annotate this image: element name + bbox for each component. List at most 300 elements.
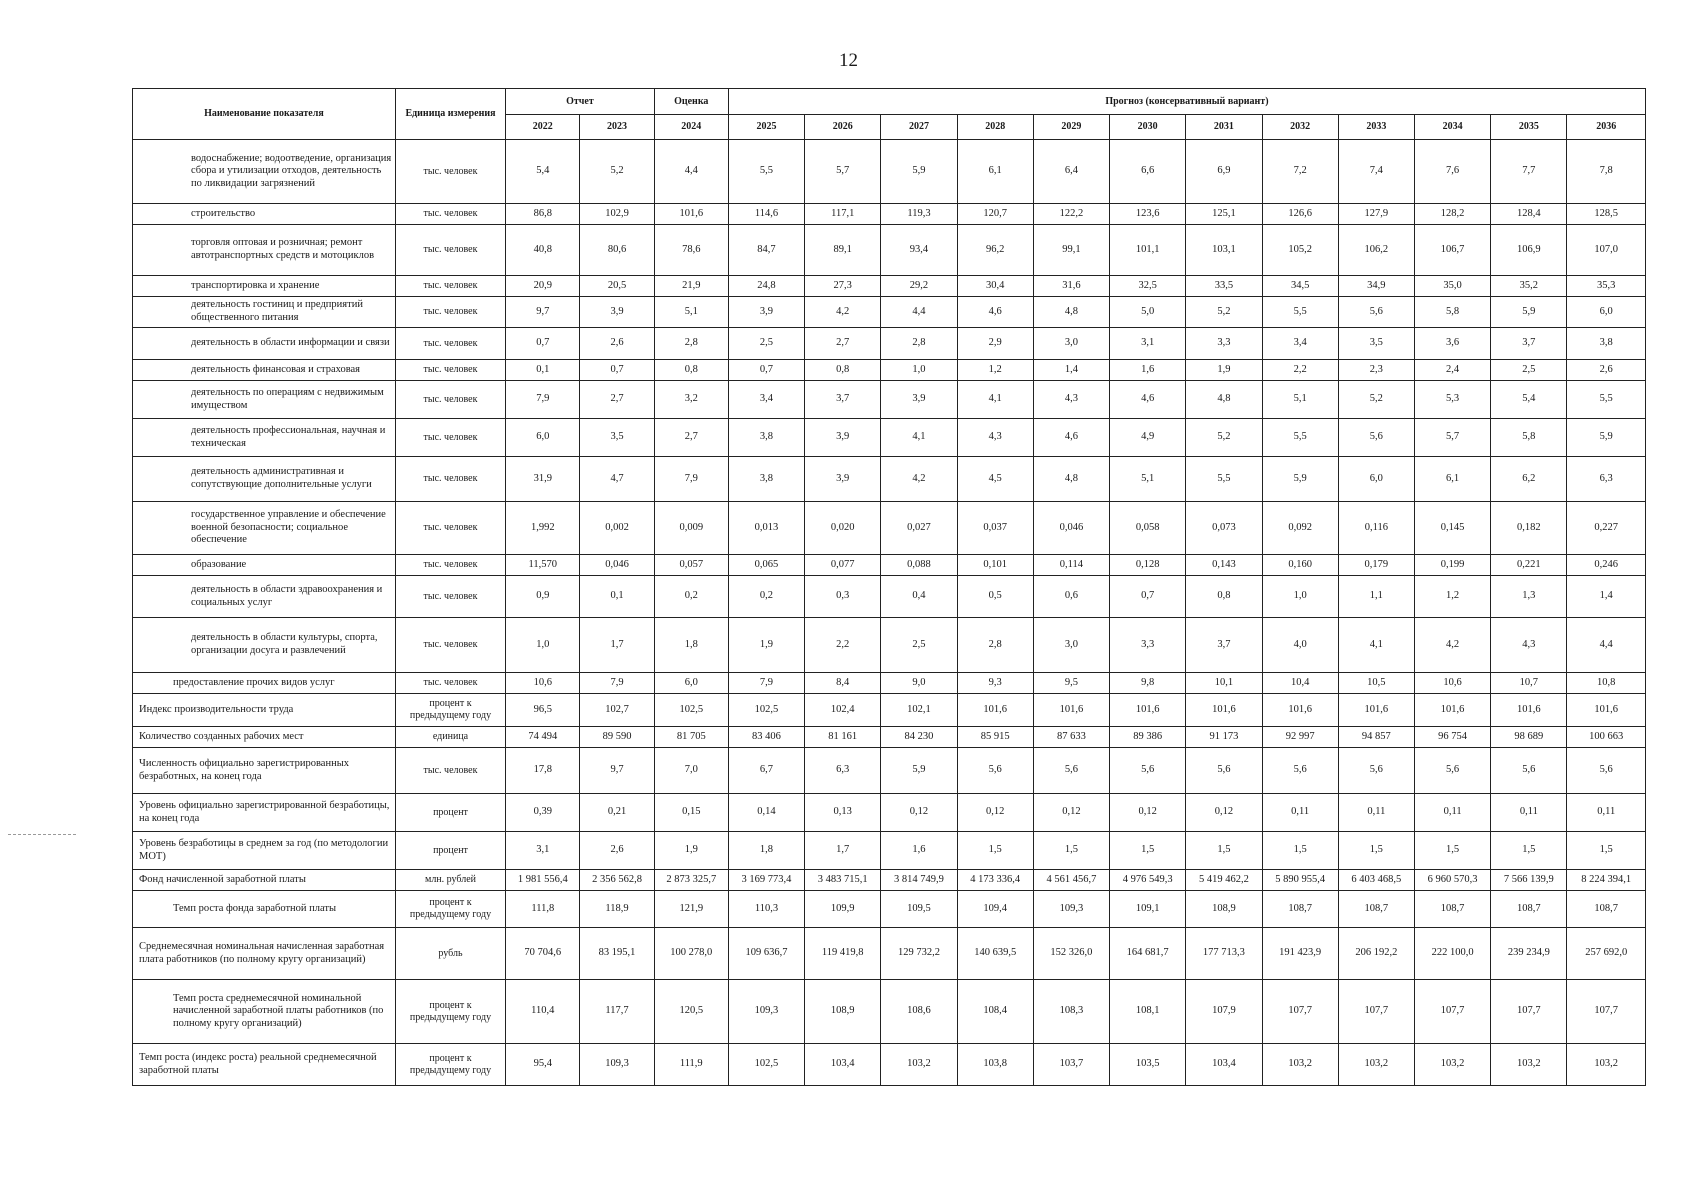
indicator-name: деятельность административная и сопутствующие дополнительные услуги: [133, 457, 396, 502]
value-cell: 0,9: [506, 576, 580, 618]
value-cell: 92 997: [1262, 727, 1338, 748]
value-cell: 5,6: [1110, 748, 1186, 794]
value-cell: 0,7: [506, 328, 580, 360]
value-cell: 107,0: [1567, 225, 1646, 276]
value-cell: 83 406: [728, 727, 804, 748]
value-cell: 6,1: [957, 140, 1033, 204]
table-row: [133, 381, 1646, 419]
table-row: [133, 832, 1646, 870]
value-cell: 3,8: [728, 457, 804, 502]
header-year: 2034: [1414, 115, 1490, 140]
value-cell: 4,4: [1567, 618, 1646, 673]
value-cell: 1,4: [1033, 360, 1109, 381]
value-cell: 4,4: [654, 140, 728, 204]
value-cell: 1,4: [1567, 576, 1646, 618]
value-cell: 0,058: [1110, 502, 1186, 555]
indicator-name: Темп роста среднемесячной номинальной начисленной заработной платы работников (по полному кругу организаций): [133, 980, 396, 1044]
indicator-unit: тыс. человек: [395, 276, 505, 297]
value-cell: 0,221: [1491, 555, 1567, 576]
indicator-name: государственное управление и обеспечение военной безопасности; социальное обеспечение: [133, 502, 396, 555]
value-cell: 40,8: [506, 225, 580, 276]
value-cell: 129 732,2: [881, 928, 957, 980]
value-cell: 0,2: [654, 576, 728, 618]
value-cell: 108,3: [1033, 980, 1109, 1044]
value-cell: 89 386: [1110, 727, 1186, 748]
value-cell: 32,5: [1110, 276, 1186, 297]
value-cell: 96 754: [1414, 727, 1490, 748]
value-cell: 0,128: [1110, 555, 1186, 576]
indicator-unit: тыс. человек: [395, 673, 505, 694]
value-cell: 4,1: [957, 381, 1033, 419]
value-cell: 0,057: [654, 555, 728, 576]
value-cell: 0,8: [805, 360, 881, 381]
value-cell: 7,9: [580, 673, 654, 694]
indicator-unit: единица: [395, 727, 505, 748]
value-cell: 2 873 325,7: [654, 870, 728, 891]
value-cell: 4 976 549,3: [1110, 870, 1186, 891]
value-cell: 4,5: [957, 457, 1033, 502]
indicator-unit: тыс. человек: [395, 297, 505, 328]
value-cell: 103,7: [1033, 1044, 1109, 1086]
value-cell: 2,5: [1491, 360, 1567, 381]
value-cell: 96,2: [957, 225, 1033, 276]
value-cell: 5,2: [580, 140, 654, 204]
value-cell: 102,5: [728, 1044, 804, 1086]
value-cell: 1,5: [1414, 832, 1490, 870]
value-cell: 6,0: [1338, 457, 1414, 502]
value-cell: 0,11: [1262, 794, 1338, 832]
value-cell: 10,7: [1491, 673, 1567, 694]
value-cell: 5,5: [1262, 419, 1338, 457]
value-cell: 128,2: [1414, 204, 1490, 225]
value-cell: 102,9: [580, 204, 654, 225]
value-cell: 84,7: [728, 225, 804, 276]
value-cell: 1,9: [728, 618, 804, 673]
value-cell: 2,6: [1567, 360, 1646, 381]
value-cell: 0,11: [1414, 794, 1490, 832]
value-cell: 5,4: [506, 140, 580, 204]
value-cell: 9,0: [881, 673, 957, 694]
value-cell: 6,2: [1491, 457, 1567, 502]
table-row: [133, 980, 1646, 1044]
indicator-name: водоснабжение; водоотведение, организация сбора и утилизации отходов, деятельность по ликвидации загрязнений: [133, 140, 396, 204]
value-cell: 10,8: [1567, 673, 1646, 694]
value-cell: 257 692,0: [1567, 928, 1646, 980]
value-cell: 6,0: [506, 419, 580, 457]
value-cell: 117,1: [805, 204, 881, 225]
header-group-forecast: Прогноз (консервативный вариант): [728, 89, 1645, 115]
value-cell: 4,3: [1491, 618, 1567, 673]
value-cell: 164 681,7: [1110, 928, 1186, 980]
value-cell: 2,6: [580, 832, 654, 870]
value-cell: 107,9: [1186, 980, 1262, 1044]
value-cell: 121,9: [654, 891, 728, 928]
value-cell: 94 857: [1338, 727, 1414, 748]
value-cell: 105,2: [1262, 225, 1338, 276]
value-cell: 3,7: [1491, 328, 1567, 360]
indicator-name: предоставление прочих видов услуг: [133, 673, 396, 694]
value-cell: 0,182: [1491, 502, 1567, 555]
value-cell: 2,7: [805, 328, 881, 360]
value-cell: 110,3: [728, 891, 804, 928]
table-row: [133, 694, 1646, 727]
value-cell: 0,037: [957, 502, 1033, 555]
value-cell: 103,2: [1567, 1044, 1646, 1086]
value-cell: 1,9: [1186, 360, 1262, 381]
value-cell: 0,020: [805, 502, 881, 555]
header-unit: Единица измерения: [395, 89, 505, 140]
value-cell: 108,7: [1491, 891, 1567, 928]
indicator-unit: тыс. человек: [395, 225, 505, 276]
value-cell: 2,3: [1338, 360, 1414, 381]
value-cell: 152 326,0: [1033, 928, 1109, 980]
value-cell: 2,7: [580, 381, 654, 419]
value-cell: 7,6: [1414, 140, 1490, 204]
value-cell: 1,7: [805, 832, 881, 870]
value-cell: 6,3: [1567, 457, 1646, 502]
value-cell: 0,013: [728, 502, 804, 555]
value-cell: 5,3: [1414, 381, 1490, 419]
value-cell: 101,6: [1567, 694, 1646, 727]
table-row: [133, 457, 1646, 502]
value-cell: 3 483 715,1: [805, 870, 881, 891]
value-cell: 122,2: [1033, 204, 1109, 225]
value-cell: 7,9: [654, 457, 728, 502]
value-cell: 0,046: [580, 555, 654, 576]
value-cell: 140 639,5: [957, 928, 1033, 980]
value-cell: 7,4: [1338, 140, 1414, 204]
value-cell: 8,4: [805, 673, 881, 694]
value-cell: 128,5: [1567, 204, 1646, 225]
value-cell: 0,092: [1262, 502, 1338, 555]
table-row: [133, 576, 1646, 618]
value-cell: 17,8: [506, 748, 580, 794]
value-cell: 108,6: [881, 980, 957, 1044]
value-cell: 7,9: [728, 673, 804, 694]
value-cell: 119,3: [881, 204, 957, 225]
value-cell: 1,5: [1033, 832, 1109, 870]
value-cell: 108,7: [1338, 891, 1414, 928]
value-cell: 109,1: [1110, 891, 1186, 928]
value-cell: 8 224 394,1: [1567, 870, 1646, 891]
indicator-unit: тыс. человек: [395, 381, 505, 419]
value-cell: 5,2: [1186, 297, 1262, 328]
table-row: [133, 297, 1646, 328]
value-cell: 10,4: [1262, 673, 1338, 694]
value-cell: 3,2: [654, 381, 728, 419]
table-row: [133, 891, 1646, 928]
value-cell: 114,6: [728, 204, 804, 225]
value-cell: 0,199: [1414, 555, 1490, 576]
table-body: [133, 140, 1646, 1086]
value-cell: 102,5: [654, 694, 728, 727]
value-cell: 5 419 462,2: [1186, 870, 1262, 891]
indicator-unit: процент к предыдущему году: [395, 694, 505, 727]
value-cell: 0,009: [654, 502, 728, 555]
value-cell: 1,0: [506, 618, 580, 673]
value-cell: 5,6: [1186, 748, 1262, 794]
table-row: [133, 502, 1646, 555]
value-cell: 6,0: [1567, 297, 1646, 328]
value-cell: 34,9: [1338, 276, 1414, 297]
header-year: 2023: [580, 115, 654, 140]
value-cell: 125,1: [1186, 204, 1262, 225]
value-cell: 5,6: [957, 748, 1033, 794]
value-cell: 2 356 562,8: [580, 870, 654, 891]
value-cell: 101,1: [1110, 225, 1186, 276]
value-cell: 0,21: [580, 794, 654, 832]
value-cell: 29,2: [881, 276, 957, 297]
value-cell: 4,8: [1186, 381, 1262, 419]
value-cell: 34,5: [1262, 276, 1338, 297]
value-cell: 5,6: [1262, 748, 1338, 794]
value-cell: 0,065: [728, 555, 804, 576]
value-cell: 0,073: [1186, 502, 1262, 555]
value-cell: 7,8: [1567, 140, 1646, 204]
indicator-unit: тыс. человек: [395, 457, 505, 502]
value-cell: 109 636,7: [728, 928, 804, 980]
value-cell: 106,7: [1414, 225, 1490, 276]
value-cell: 109,3: [1033, 891, 1109, 928]
value-cell: 35,0: [1414, 276, 1490, 297]
value-cell: 239 234,9: [1491, 928, 1567, 980]
value-cell: 1,0: [1262, 576, 1338, 618]
value-cell: 103,2: [1491, 1044, 1567, 1086]
value-cell: 5,5: [728, 140, 804, 204]
value-cell: 1,5: [1567, 832, 1646, 870]
value-cell: 102,5: [728, 694, 804, 727]
value-cell: 0,116: [1338, 502, 1414, 555]
value-cell: 0,6: [1033, 576, 1109, 618]
value-cell: 4,6: [957, 297, 1033, 328]
value-cell: 0,7: [728, 360, 804, 381]
value-cell: 103,8: [957, 1044, 1033, 1086]
value-cell: 2,6: [580, 328, 654, 360]
value-cell: 3,4: [1262, 328, 1338, 360]
value-cell: 3,9: [805, 457, 881, 502]
value-cell: 0,077: [805, 555, 881, 576]
value-cell: 4,1: [1338, 618, 1414, 673]
value-cell: 2,2: [1262, 360, 1338, 381]
header-year: 2035: [1491, 115, 1567, 140]
value-cell: 123,6: [1110, 204, 1186, 225]
value-cell: 111,8: [506, 891, 580, 928]
value-cell: 5 890 955,4: [1262, 870, 1338, 891]
value-cell: 0,2: [728, 576, 804, 618]
value-cell: 101,6: [1033, 694, 1109, 727]
value-cell: 74 494: [506, 727, 580, 748]
value-cell: 1,992: [506, 502, 580, 555]
value-cell: 6,3: [805, 748, 881, 794]
value-cell: 103,4: [805, 1044, 881, 1086]
value-cell: 33,5: [1186, 276, 1262, 297]
value-cell: 9,8: [1110, 673, 1186, 694]
indicator-name: образование: [133, 555, 396, 576]
value-cell: 21,9: [654, 276, 728, 297]
indicator-unit: тыс. человек: [395, 360, 505, 381]
value-cell: 1,5: [957, 832, 1033, 870]
value-cell: 127,9: [1338, 204, 1414, 225]
value-cell: 0,12: [1110, 794, 1186, 832]
indicator-name: деятельность профессиональная, научная и техническая: [133, 419, 396, 457]
value-cell: 0,046: [1033, 502, 1109, 555]
value-cell: 5,8: [1491, 419, 1567, 457]
value-cell: 2,9: [957, 328, 1033, 360]
value-cell: 4,9: [1110, 419, 1186, 457]
value-cell: 9,7: [506, 297, 580, 328]
value-cell: 3,7: [805, 381, 881, 419]
value-cell: 89 590: [580, 727, 654, 748]
indicator-name: деятельность финансовая и страховая: [133, 360, 396, 381]
value-cell: 108,4: [957, 980, 1033, 1044]
value-cell: 4,7: [580, 457, 654, 502]
value-cell: 4,2: [1414, 618, 1490, 673]
value-cell: 35,3: [1567, 276, 1646, 297]
margin-rule: [8, 834, 76, 835]
table-row: [133, 618, 1646, 673]
value-cell: 100 278,0: [654, 928, 728, 980]
value-cell: 177 713,3: [1186, 928, 1262, 980]
table-row: [133, 727, 1646, 748]
indicator-unit: тыс. человек: [395, 576, 505, 618]
value-cell: 6,1: [1414, 457, 1490, 502]
value-cell: 89,1: [805, 225, 881, 276]
value-cell: 4,8: [1033, 457, 1109, 502]
table-row: [133, 276, 1646, 297]
value-cell: 3,9: [728, 297, 804, 328]
value-cell: 6,7: [728, 748, 804, 794]
value-cell: 10,6: [1414, 673, 1490, 694]
value-cell: 5,2: [1338, 381, 1414, 419]
value-cell: 106,9: [1491, 225, 1567, 276]
value-cell: 102,1: [881, 694, 957, 727]
value-cell: 35,2: [1491, 276, 1567, 297]
value-cell: 6,6: [1110, 140, 1186, 204]
value-cell: 3,1: [1110, 328, 1186, 360]
value-cell: 27,3: [805, 276, 881, 297]
header-year: 2032: [1262, 115, 1338, 140]
value-cell: 4,6: [1033, 419, 1109, 457]
value-cell: 119 419,8: [805, 928, 881, 980]
value-cell: 0,12: [1033, 794, 1109, 832]
value-cell: 1 981 556,4: [506, 870, 580, 891]
value-cell: 0,8: [1186, 576, 1262, 618]
table-row: [133, 928, 1646, 980]
value-cell: 2,8: [881, 328, 957, 360]
value-cell: 5,0: [1110, 297, 1186, 328]
value-cell: 5,9: [1262, 457, 1338, 502]
indicator-unit: тыс. человек: [395, 419, 505, 457]
header-group-estimate: Оценка: [654, 89, 728, 115]
forecast-table: [132, 88, 1646, 1086]
value-cell: 0,4: [881, 576, 957, 618]
value-cell: 99,1: [1033, 225, 1109, 276]
table-row: [133, 328, 1646, 360]
value-cell: 103,2: [881, 1044, 957, 1086]
header-year: 2029: [1033, 115, 1109, 140]
value-cell: 2,5: [728, 328, 804, 360]
value-cell: 85 915: [957, 727, 1033, 748]
value-cell: 6,9: [1186, 140, 1262, 204]
value-cell: 3,4: [728, 381, 804, 419]
value-cell: 4,2: [805, 297, 881, 328]
value-cell: 0,227: [1567, 502, 1646, 555]
value-cell: 6 403 468,5: [1338, 870, 1414, 891]
value-cell: 0,15: [654, 794, 728, 832]
value-cell: 0,12: [1186, 794, 1262, 832]
value-cell: 5,1: [654, 297, 728, 328]
value-cell: 0,114: [1033, 555, 1109, 576]
value-cell: 103,1: [1186, 225, 1262, 276]
value-cell: 0,7: [580, 360, 654, 381]
value-cell: 0,11: [1567, 794, 1646, 832]
value-cell: 5,7: [805, 140, 881, 204]
value-cell: 3,9: [881, 381, 957, 419]
value-cell: 120,5: [654, 980, 728, 1044]
table-row: [133, 870, 1646, 891]
indicator-name: Темп роста (индекс роста) реальной среднемесячной заработной платы: [133, 1044, 396, 1086]
value-cell: 1,5: [1110, 832, 1186, 870]
table-row: [133, 419, 1646, 457]
value-cell: 108,9: [1186, 891, 1262, 928]
value-cell: 5,9: [1491, 297, 1567, 328]
value-cell: 5,6: [1338, 748, 1414, 794]
value-cell: 30,4: [957, 276, 1033, 297]
value-cell: 78,6: [654, 225, 728, 276]
value-cell: 6,0: [654, 673, 728, 694]
indicator-unit: тыс. человек: [395, 748, 505, 794]
value-cell: 103,2: [1262, 1044, 1338, 1086]
indicator-name: Уровень безработицы в среднем за год (по методологии МОТ): [133, 832, 396, 870]
page-number: 12: [839, 50, 858, 71]
value-cell: 1,8: [654, 618, 728, 673]
indicator-unit: процент к предыдущему году: [395, 1044, 505, 1086]
indicator-unit: процент: [395, 832, 505, 870]
value-cell: 1,5: [1338, 832, 1414, 870]
value-cell: 5,6: [1338, 297, 1414, 328]
value-cell: 11,570: [506, 555, 580, 576]
value-cell: 108,9: [805, 980, 881, 1044]
value-cell: 9,5: [1033, 673, 1109, 694]
value-cell: 83 195,1: [580, 928, 654, 980]
value-cell: 108,7: [1262, 891, 1338, 928]
value-cell: 107,7: [1262, 980, 1338, 1044]
value-cell: 1,5: [1491, 832, 1567, 870]
value-cell: 3,5: [1338, 328, 1414, 360]
value-cell: 0,101: [957, 555, 1033, 576]
value-cell: 1,2: [1414, 576, 1490, 618]
indicator-name: транспортировка и хранение: [133, 276, 396, 297]
value-cell: 5,9: [881, 748, 957, 794]
value-cell: 6 960 570,3: [1414, 870, 1490, 891]
value-cell: 80,6: [580, 225, 654, 276]
value-cell: 0,5: [957, 576, 1033, 618]
value-cell: 106,2: [1338, 225, 1414, 276]
value-cell: 5,4: [1491, 381, 1567, 419]
table-row: [133, 673, 1646, 694]
value-cell: 5,5: [1567, 381, 1646, 419]
value-cell: 4,3: [1033, 381, 1109, 419]
value-cell: 70 704,6: [506, 928, 580, 980]
value-cell: 0,8: [654, 360, 728, 381]
value-cell: 5,5: [1262, 297, 1338, 328]
table-row: [133, 204, 1646, 225]
value-cell: 1,3: [1491, 576, 1567, 618]
value-cell: 0,39: [506, 794, 580, 832]
value-cell: 91 173: [1186, 727, 1262, 748]
indicator-name: Темп роста фонда заработной платы: [133, 891, 396, 928]
indicator-name: деятельность в области культуры, спорта, организации досуга и развлечений: [133, 618, 396, 673]
